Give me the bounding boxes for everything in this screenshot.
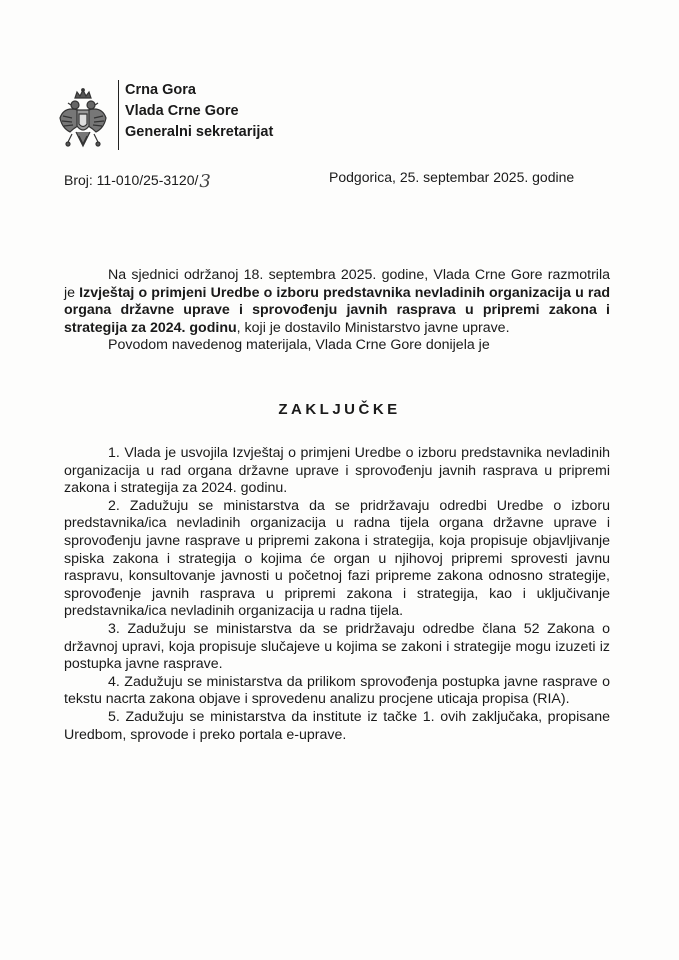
department-name: Generalni sekretarijat [125,124,274,140]
conclusion-item: 4. Zadužuju se ministarstva da prilikom sprovođenja postupka javne rasprave o tekstu nacrta zakona objave i sprovedenu analizu procjene uticaja propisa (RIA). [64,673,610,708]
place-date: Podgorica, 25. septembar 2025. godine [329,169,575,185]
conclusion-item: 1. Vlada je usvojila Izvještaj o primjeni Uredbe o izboru predstavnika nevladinih organizacija u rad organa državne uprave i sprovođenju javnih rasprava u pripremi zakona i strategija za 2024. godinu. [64,445,610,497]
intro-paragraph-2: Povodom navedenog materijala, Vlada Crne Gore donijela je [108,337,490,354]
intro-text-end: , koji je dostavilo Ministarstvo javne uprave. [236,319,510,336]
conclusion-item: 2. Zadužuju se ministarstva da se pridržavaju odredbi Uredbe o izboru predstavnika/ica nevladinih organizacija u radna tijela organa državne uprave i sprovođenju javne rasprave u pripremi zakona i strategija, koja propisuje objavljivanje spiska zakona i strategija o kojima će organ u njihovoj pripremi sprovesti javnu raspravu, konsultovanje javnosti u početnoj fazi pripreme zakona odnosno strategije, sprovođenje javnih rasprava u pripremi zakona i strategija, kao i uključivanje predstavnika/ica nevladinih organizacija u radna tijela. [64,497,610,620]
conclusions-list [64,445,610,744]
document-number [64,169,211,190]
header-divider [118,80,119,150]
intro-text-start: Na sjednici održanoj 18. septembra 2025. godine, Vlada Crne Gore razmotrila je [64,267,610,301]
montenegro-coat-of-arms-icon [58,88,108,154]
government-name: Vlada Crne Gore [125,103,239,119]
document-number-text: Broj: 11-010/25-3120/ [64,172,199,188]
conclusion-item: 3. Zadužuju se ministarstva da se pridržavaju odredbe člana 52 Zakona o državnoj upravi, koja propisuje slučajeve u kojima se zakoni i strategije mogu izuzeti iz postupka javne rasprave. [64,620,610,673]
report-title: Izvještaj o primjeni Uredbe o izboru predstavnika nevladinih organizacija u rad organa državne uprave i sprovođenju javnih rasprava u pripremi zakona i strategija za 2024. godinu [64,284,611,336]
letterhead [58,80,273,154]
conclusion-item: 5. Zadužuju se ministarstva da institute iz tačke 1. ovih zaključaka, propisane Uredbom, sprovode i preko portala e-uprave. [64,708,610,743]
handwritten-number: 3 [199,171,211,192]
conclusions-title: ZAKLJUČKE [278,401,401,418]
intro-section [64,267,610,355]
institution-names [125,80,273,143]
intro-paragraph [64,267,610,337]
country-name: Crna Gora [125,82,196,98]
